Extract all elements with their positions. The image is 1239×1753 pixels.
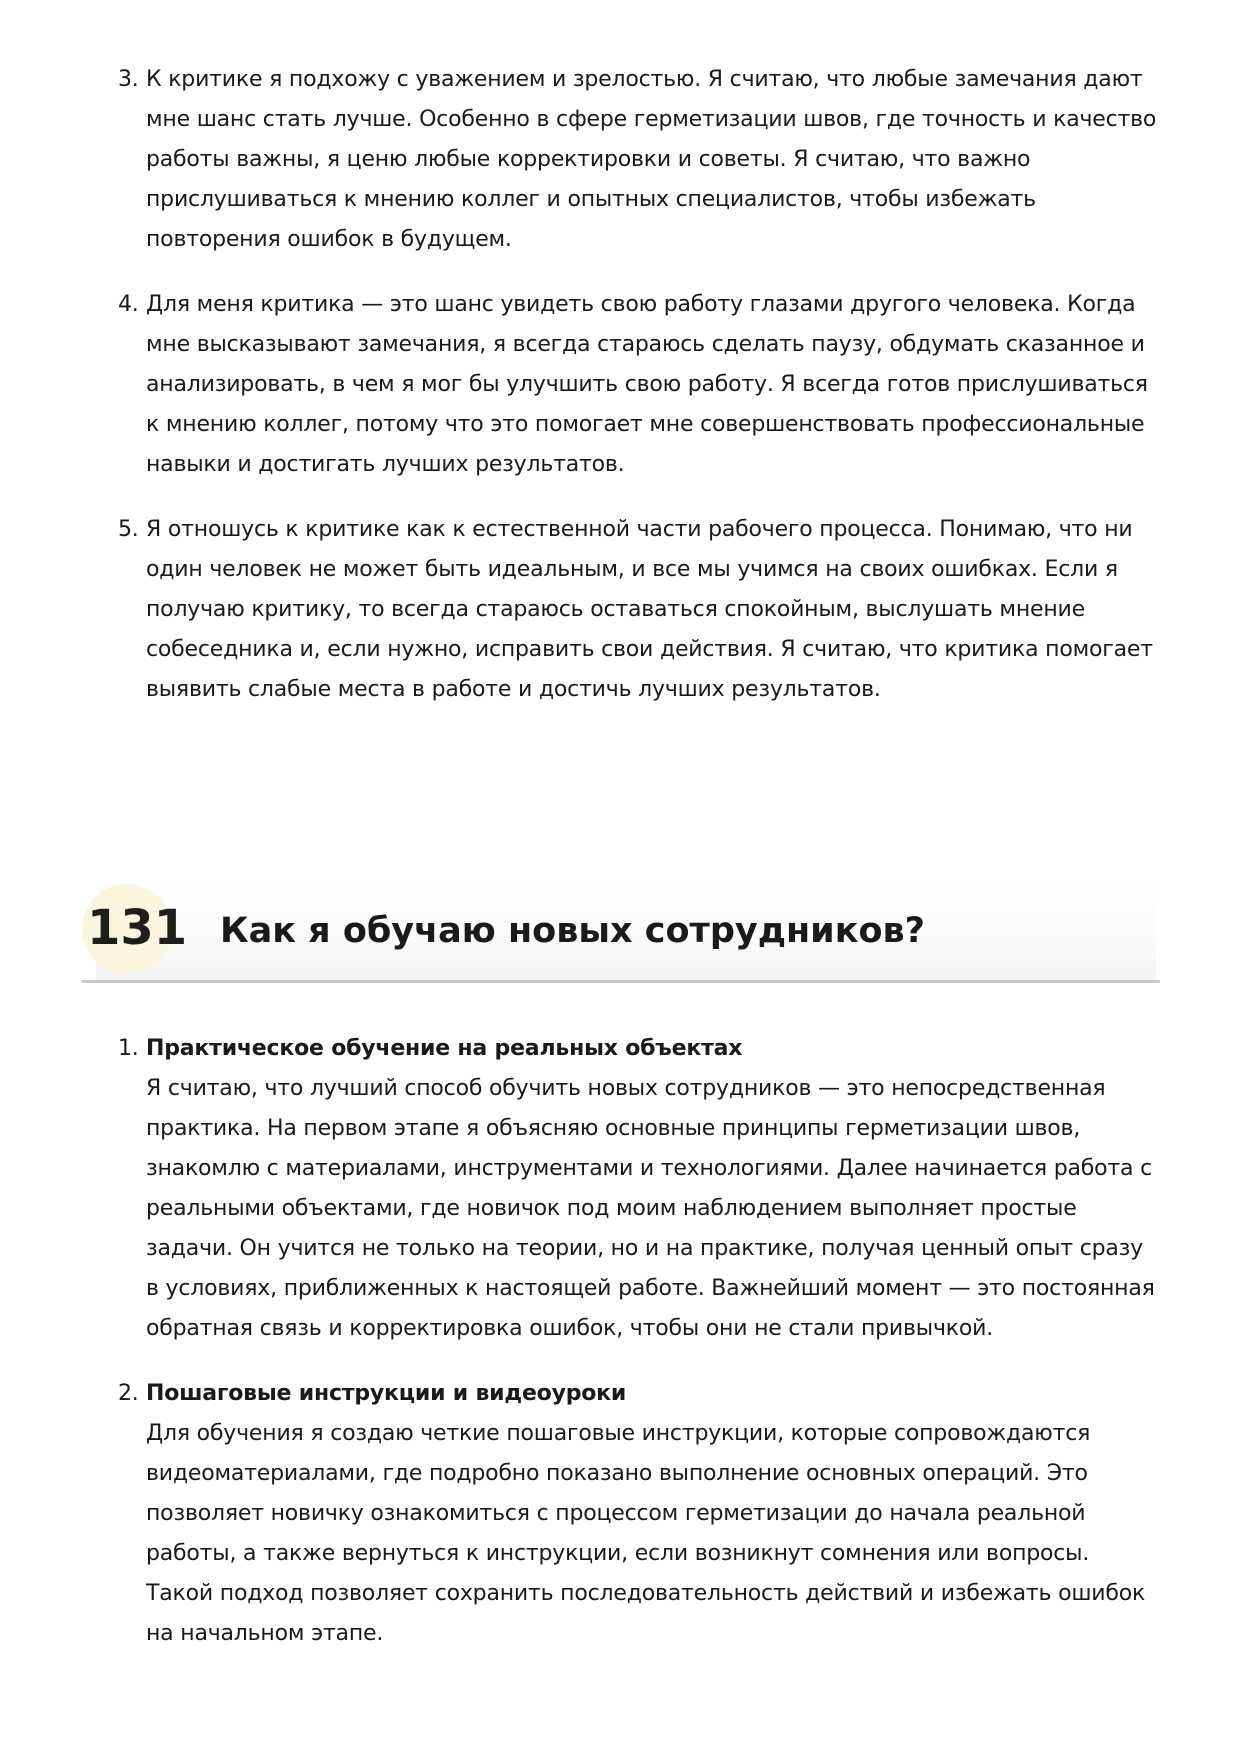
list-item-text: Я считаю, что лучший способ обучить новых сотрудников — это непосредственная практика. На первом этапе я объясняю основные принципы герметизации швов, знакомлю с материалами, инструментами и технологиями. Далее начинается работа с реальными объектами, где новичок под моим наблюдением выполняет простые задачи. Он учится не только на теории, но и на практике, получая ценный опыт сразу в условиях, приближенных к настоящей работе. Важнейший момент — это постоянная обратная связь и корректировка ошибок, чтобы они не стали привычкой. xyxy=(146,1076,1155,1341)
list-item-number: 5. xyxy=(118,517,139,542)
answer-list-continued xyxy=(118,60,1158,735)
list-item-number: 1. xyxy=(118,1036,139,1061)
list-item-number: 3. xyxy=(118,67,139,92)
list-item-text: К критике я подхожу с уважением и зрелостью. Я считаю, что любые замечания дают мне шанс стать лучше. Особенно в сфере герметизации швов, где точность и качество работы важны, я ценю любые корректировки и советы. Я считаю, что важно прислушиваться к мнению коллег и опытных специалистов, чтобы избежать повторения ошибок в будущем. xyxy=(146,67,1157,252)
section-header xyxy=(82,878,1160,988)
list-item-text: Для обучения я создаю четкие пошаговые инструкции, которые сопровождаются видеоматериалами, где подробно показано выполнение основных операций. Это позволяет новичку ознакомиться с процессом герметизации до начала реальной работы, а также вернуться к инструкции, если возникнут сомнения или вопросы. Такой подход позволяет сохранить последовательность действий и избежать ошибок на начальном этапе. xyxy=(146,1421,1146,1646)
section-title: Как я обучаю новых сотрудников? xyxy=(220,911,925,951)
list-item xyxy=(118,285,1158,485)
list-item xyxy=(118,60,1158,260)
list-item xyxy=(118,1029,1158,1349)
list-item-title: Пошаговые инструкции и видеоуроки xyxy=(146,1381,627,1406)
answer-list xyxy=(118,1029,1158,1679)
list-item xyxy=(118,510,1158,710)
list-item xyxy=(118,1374,1158,1654)
list-item-title: Практическое обучение на реальных объектах xyxy=(146,1036,743,1061)
header-divider xyxy=(82,980,1160,983)
list-item-number: 2. xyxy=(118,1381,139,1406)
section-number: 131 xyxy=(87,900,188,956)
list-item-text: Для меня критика — это шанс увидеть свою работу глазами другого человека. Когда мне высказывают замечания, я всегда стараюсь сделать паузу, обдумать сказанное и анализировать, в чем я мог бы улучшить свою работу. Я всегда готов прислушиваться к мнению коллег, потому что это помогает мне совершенствовать профессиональные навыки и достигать лучших результатов. xyxy=(146,292,1148,477)
list-item-number: 4. xyxy=(118,292,139,317)
list-item-text: Я отношусь к критике как к естественной части рабочего процесса. Понимаю, что ни один человек не может быть идеальным, и все мы учимся на своих ошибках. Если я получаю критику, то всегда стараюсь оставаться спокойным, выслушать мнение собеседника и, если нужно, исправить свои действия. Я считаю, что критика помогает выявить слабые места в работе и достичь лучших результатов. xyxy=(146,517,1153,702)
